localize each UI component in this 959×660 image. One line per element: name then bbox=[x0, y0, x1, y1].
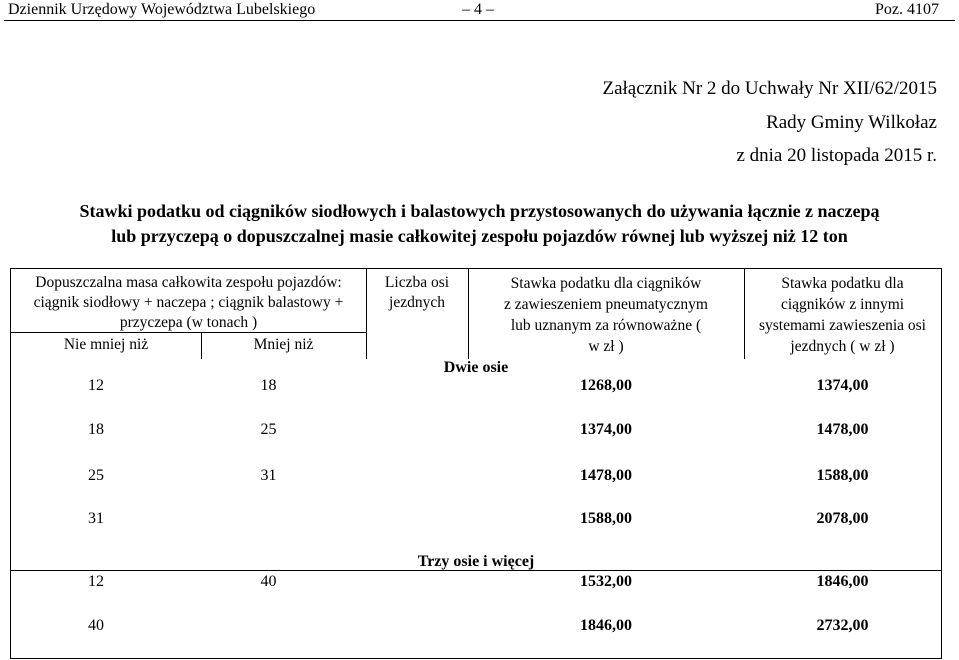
header-mass-line: Dopuszczalna masa całkowita zespołu pojazdów: bbox=[35, 274, 342, 291]
cell-max: 40 bbox=[260, 573, 277, 590]
attachment-number: Załącznik Nr 2 do Uchwały Nr XII/62/2015 bbox=[602, 78, 937, 99]
cell-pneumatic-rate: 1374,00 bbox=[580, 421, 632, 438]
header-other-line: systemami zawieszenia osi bbox=[758, 317, 926, 334]
cell-min: 12 bbox=[88, 377, 104, 394]
cell-other-rate: 2732,00 bbox=[816, 617, 869, 634]
cell-max: 25 bbox=[260, 421, 277, 438]
header-pneu-line: w zł ) bbox=[588, 338, 624, 355]
header-other-line: jezdnych ( w zł ) bbox=[790, 338, 895, 355]
cell-other-rate: 2078,00 bbox=[816, 510, 869, 527]
journal-name: Dziennik Urzędowy Województwa Lubelskiego bbox=[8, 1, 316, 18]
section-underline bbox=[11, 570, 941, 571]
cell-pneumatic-rate: 1846,00 bbox=[580, 617, 632, 634]
header-other-line: ciągników z innymi bbox=[780, 296, 905, 313]
header-pneu-line: lub uznanym za równoważne ( bbox=[510, 317, 702, 334]
position-number: Poz. 4107 bbox=[875, 1, 939, 18]
cell-max: 18 bbox=[260, 377, 277, 394]
cell-other-rate: 1846,00 bbox=[816, 573, 869, 590]
header-pneu-line: z zawieszeniem pneumatycznym bbox=[504, 296, 708, 313]
cell-min: 40 bbox=[88, 617, 104, 634]
header-axles-line: Liczba osi bbox=[384, 274, 450, 291]
header-mass bbox=[11, 273, 366, 333]
header-axles-line: jezdnych bbox=[389, 294, 445, 311]
cell-pneumatic-rate: 1478,00 bbox=[580, 467, 632, 484]
header-axles bbox=[366, 273, 468, 313]
header-min: Nie mniej niż bbox=[63, 336, 149, 353]
document-title-line-1: Stawki podatku od ciągników siodłowych i balastowych przystosowanych do używania łącznie z naczepą bbox=[79, 201, 880, 221]
section-label: Trzy osie i więcej bbox=[417, 553, 535, 570]
page-number: – 4 – bbox=[462, 1, 494, 18]
cell-max: 31 bbox=[260, 467, 277, 484]
section-label: Dwie osie bbox=[443, 359, 509, 376]
header-max: Mniej niż bbox=[253, 336, 314, 353]
header-pneu-line: Stawka podatku dla ciągników bbox=[510, 275, 702, 292]
header-other-line: Stawka podatku dla bbox=[781, 275, 904, 292]
cell-min: 18 bbox=[88, 421, 104, 438]
header-mass-line: ciągnik siodłowy + naczepa ; ciągnik balastowy + bbox=[33, 294, 344, 311]
cell-min: 25 bbox=[88, 467, 104, 484]
attachment-council: Rady Gminy Wilkołaz bbox=[766, 112, 937, 133]
cell-min: 12 bbox=[88, 573, 104, 590]
tax-rate-table bbox=[10, 268, 942, 659]
document-title-line-2: lub przyczepą o dopuszczalnej masie całkowitej zespołu pojazdów równej lub wyższej niż 12 ton bbox=[111, 226, 848, 246]
page-header bbox=[4, 0, 955, 21]
header-mass-line: przyczepa (w tonach ) bbox=[119, 314, 258, 331]
cell-pneumatic-rate: 1588,00 bbox=[580, 510, 632, 527]
cell-other-rate: 1478,00 bbox=[816, 421, 869, 438]
header-other-rate bbox=[744, 273, 941, 357]
cell-other-rate: 1588,00 bbox=[816, 467, 869, 484]
cell-other-rate: 1374,00 bbox=[816, 377, 869, 394]
cell-pneumatic-rate: 1268,00 bbox=[580, 377, 632, 394]
header-pneumatic-rate bbox=[468, 273, 744, 357]
attachment-date: z dnia 20 listopada 2015 r. bbox=[736, 145, 937, 166]
cell-min: 31 bbox=[88, 510, 104, 527]
cell-pneumatic-rate: 1532,00 bbox=[580, 573, 632, 590]
